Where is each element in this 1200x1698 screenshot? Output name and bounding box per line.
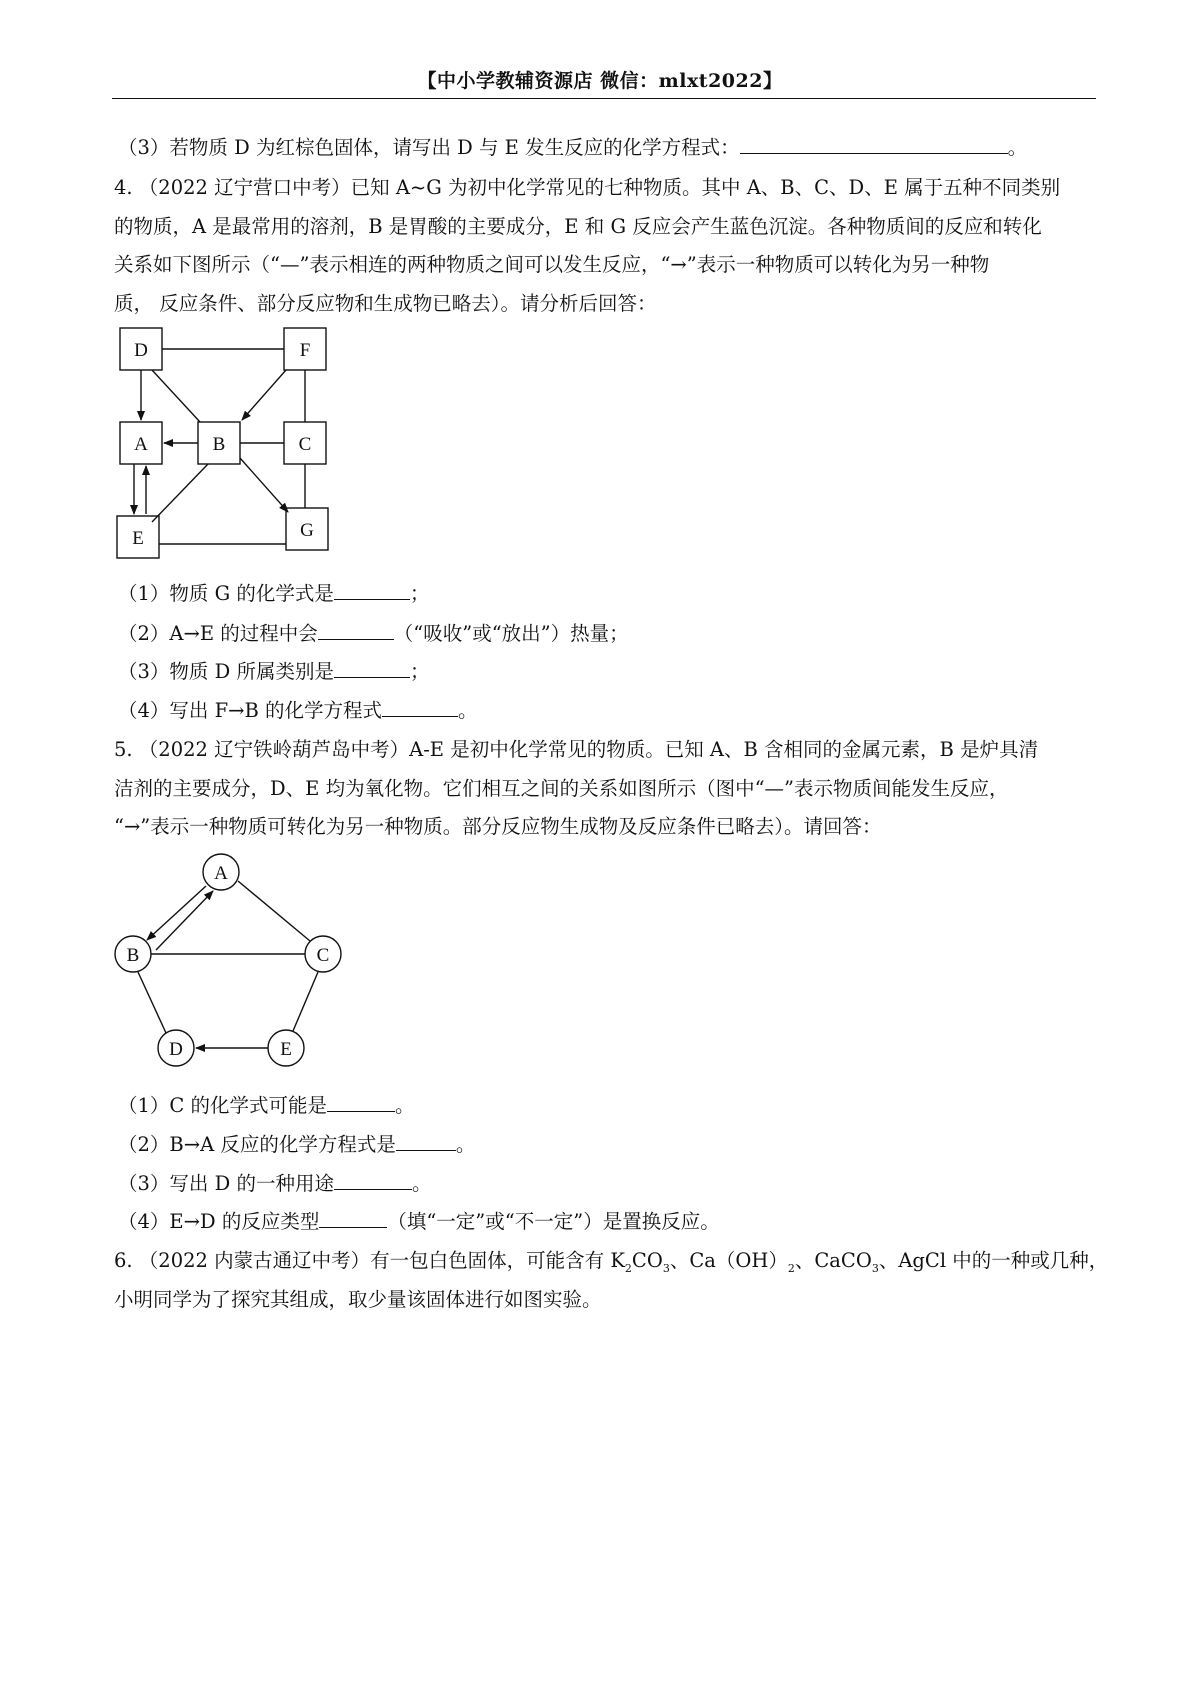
q4-relationship-diagram (100, 318, 360, 568)
q5-node-c: C (316, 945, 330, 966)
q4-line1: 4. （2022 辽宁营口中考）已知 A~G 为初中化学常见的七种物质。其中 A、B、C、D、E 属于五种不同类别 (114, 176, 1061, 199)
q5-node-e: E (280, 1039, 292, 1060)
q3-part3-end: 。 (1007, 136, 1028, 159)
page-header: 【中小学教辅资源店 微信：mlxt2022】 (417, 70, 783, 92)
answer-blank (319, 1211, 387, 1228)
q4-sub3 (118, 660, 429, 684)
q5-line3: “→”表示一种物质可转化为另一种物质。部分反应物生成物及反应条件已略去）。请回答： (114, 815, 882, 838)
answer-blank (334, 661, 410, 678)
q5-sub4-pre: （4）E→D 的反应类型 (118, 1210, 320, 1233)
q5-sub2 (118, 1133, 475, 1157)
q6-text-b: CO (631, 1249, 663, 1272)
q6-sub-oh: 2 (787, 1261, 795, 1275)
q4-node-b: B (212, 434, 226, 455)
header-rule (112, 98, 1096, 99)
q4-sub4-post: 。 (458, 699, 478, 722)
q4-sub3-pre: （3）物质 D 所属类别是 (118, 660, 334, 683)
q5-sub4 (118, 1210, 720, 1234)
q4-sub4 (118, 699, 478, 723)
q4-sub2-pre: （2）A→E 的过程中会 (118, 622, 318, 645)
q6-line1 (114, 1249, 1108, 1281)
q4-sub1-pre: （1）物质 G 的化学式是 (118, 582, 334, 605)
q5-sub1 (118, 1094, 415, 1118)
q6-text-a: 6. （2022 内蒙古通辽中考）有一包白色固体，可能含有 K (114, 1249, 625, 1272)
q3-part3-text: （3）若物质 D 为红棕色固体，请写出 D 与 E 发生反应的化学方程式： (118, 136, 740, 159)
q5-node-a: A (214, 863, 228, 884)
q6-text-c: 、Ca（OH） (669, 1249, 788, 1272)
q6-sub-caco: 3 (871, 1261, 879, 1275)
q4-sub3-post: ； (409, 660, 430, 683)
q5-sub1-post: 。 (395, 1094, 415, 1117)
q4-node-c: C (298, 434, 312, 455)
q5-sub3-post: 。 (411, 1172, 432, 1195)
q5-sub2-pre: （2）B→A 反应的化学方程式是 (118, 1133, 396, 1156)
q6-text-d: 、CaCO (794, 1249, 872, 1272)
q5-relationship-diagram (100, 848, 380, 1088)
answer-blank (382, 700, 458, 717)
q5-sub2-post: 。 (455, 1133, 476, 1156)
answer-blank (740, 137, 1008, 154)
q4-node-e: E (132, 528, 144, 549)
q4-line2: 的物质，A 是最常用的溶剂，B 是胃酸的主要成分，E 和 G 反应会产生蓝色沉淀。各种物质间的反应和转化 (114, 215, 1042, 238)
answer-blank (334, 1173, 412, 1190)
q6-text-e: 、AgCl 中的一种或几种， (878, 1249, 1109, 1272)
q4-node-d: D (134, 340, 148, 361)
q5-node-b: B (126, 945, 140, 966)
q4-line3: 关系如下图所示（“—”表示相连的两种物质之间可以发生反应，“→”表示一种物质可以转化为另一种物 (114, 253, 990, 276)
q5-sub4-post: （填“一定”或“不一定”）是置换反应。 (387, 1210, 720, 1233)
q5-line1: 5. （2022 辽宁铁岭葫芦岛中考）A-E 是初中化学常见的物质。已知 A、B 含相同的金属元素，B 是炉具清 (114, 738, 1039, 761)
q4-sub1 (118, 582, 429, 606)
q5-node-d: D (169, 1039, 183, 1060)
q4-sub1-post: ； (409, 582, 430, 605)
q6-sub-k: 2 (624, 1261, 632, 1275)
q6-sub-co: 3 (662, 1261, 670, 1275)
q4-sub2 (118, 622, 629, 646)
answer-blank (396, 1134, 456, 1151)
q3-part3 (118, 136, 1027, 160)
q5-line2: 洁剂的主要成分，D、E 均为氧化物。它们相互之间的关系如图所示（图中“—”表示物质间能发生反应， (114, 777, 1009, 800)
answer-blank (327, 1095, 395, 1112)
q4-node-f: F (299, 340, 311, 361)
answer-blank (318, 623, 394, 640)
q5-sub3 (118, 1172, 431, 1196)
q4-node-a: A (134, 434, 148, 455)
q4-node-g: G (300, 520, 314, 541)
q5-sub1-pre: （1）C 的化学式可能是 (118, 1094, 328, 1117)
q4-line4: 质， 反应条件、部分反应物和生成物已略去）。请分析后回答： (114, 292, 657, 315)
q6-line2: 小明同学为了探究其组成，取少量该固体进行如图实验。 (114, 1288, 602, 1311)
answer-blank (334, 583, 410, 600)
q4-sub4-pre: （4）写出 F→B 的化学方程式 (118, 699, 383, 722)
q4-sub2-post: （“吸收”或“放出”）热量； (393, 622, 629, 645)
q5-sub3-pre: （3）写出 D 的一种用途 (118, 1172, 334, 1195)
